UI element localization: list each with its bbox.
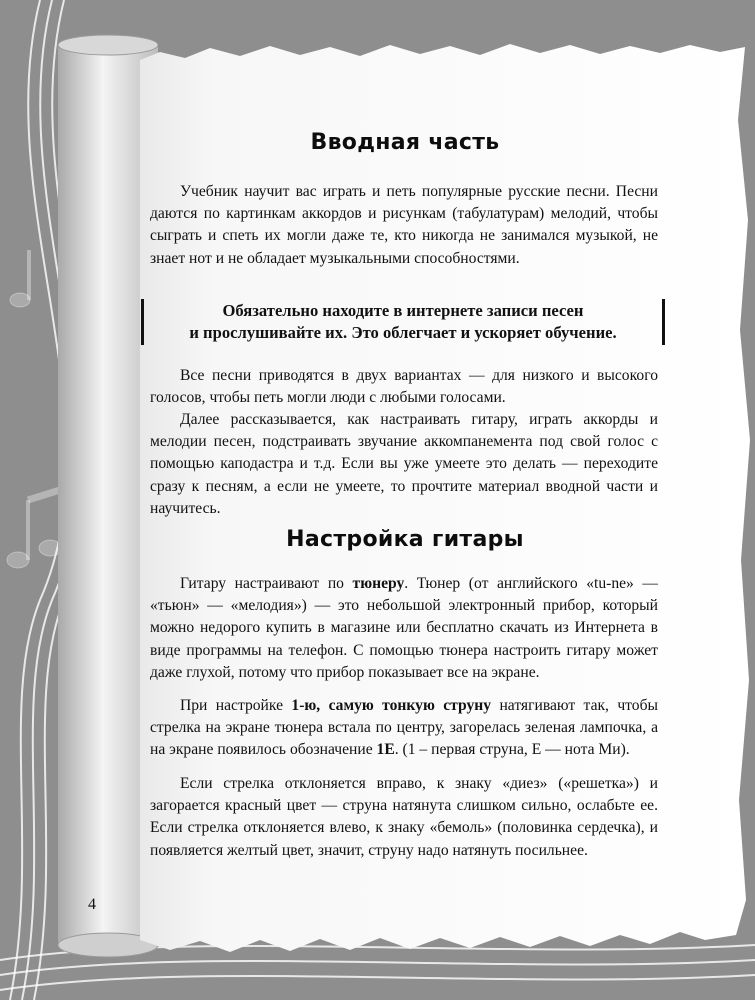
callout-box (141, 299, 665, 345)
tuner-bold: тюнеру (352, 575, 405, 592)
tuner-text-1: Гитару настраивают по (180, 575, 353, 592)
first-string-text-2: натягивают так, чтобы стрелка на экране тюнера встала по центру, загорелась зеленая лампочка, а на экране появилось обозначение (150, 697, 658, 759)
first-string-text-3: . (1 – первая струна, Е — нота Ми). (394, 741, 630, 759)
first-string-bold: 1-ю, самую тонкую струну (291, 697, 492, 714)
tuner-paragraph (150, 573, 658, 684)
first-string-paragraph (150, 695, 658, 762)
section-title-tuning: Настройка гитары (286, 527, 524, 552)
overview-paragraph: Далее рассказывается, как настраивать гитару, играть аккорды и мелодии песен, подстраивать звучание аккомпанемента под свой голос с помощью каподастра и т.д. Если вы уже умеете это делать — переходите сразу к песням, а если не умеете, то прочтите материал вводной части и научитесь. (150, 411, 658, 517)
callout-line-1: Обязательно находите в интернете записи песен (222, 301, 584, 320)
note-1e-bold: 1Е (376, 741, 395, 759)
tuner-text-2: . Тюнер (от английского «tu-ne» — «тьюн» — «мелодия») — это небольшой электронный прибор, который можно недорого купить в магазине или бесплатно скачать из Интернета в виде программы на телефон. С помощью тюнера настроить гитару может даже глухой, потому что прибор показывает все на экране. (150, 575, 659, 681)
first-string-text-1: При настройке (180, 697, 292, 714)
needle-paragraph: Если стрелка отклоняется вправо, к знаку «диез» («решетка») и загорается красный цвет — струна натянута слишком сильно, ослабьте ее. Если стрелка отклоняется влево, к знаку «бемоль» (половинка сердечка), и появляется желтый цвет, значит, струну надо натянуть посильнее. (150, 775, 658, 859)
voices-paragraph: Все песни приводятся в двух вариантах — для низкого и высокого голосов, чтобы петь могли люди с любыми голосами. (150, 367, 658, 407)
callout-line-2: и прослушивайте их. Это облегчает и ускоряет обучение. (189, 323, 617, 342)
section-title-intro: Вводная часть (310, 130, 500, 155)
page-number: 4 (88, 896, 96, 913)
intro-paragraph: Учебник научит вас играть и петь популярные русские песни. Песни даются по картинкам аккордов и рисункам (табулатурам) мелодий, чтобы сыграть и спеть их могли даже те, кто никогда не занимался музыкой, не знает нот и не обладает музыкальными способностями. (150, 183, 658, 267)
